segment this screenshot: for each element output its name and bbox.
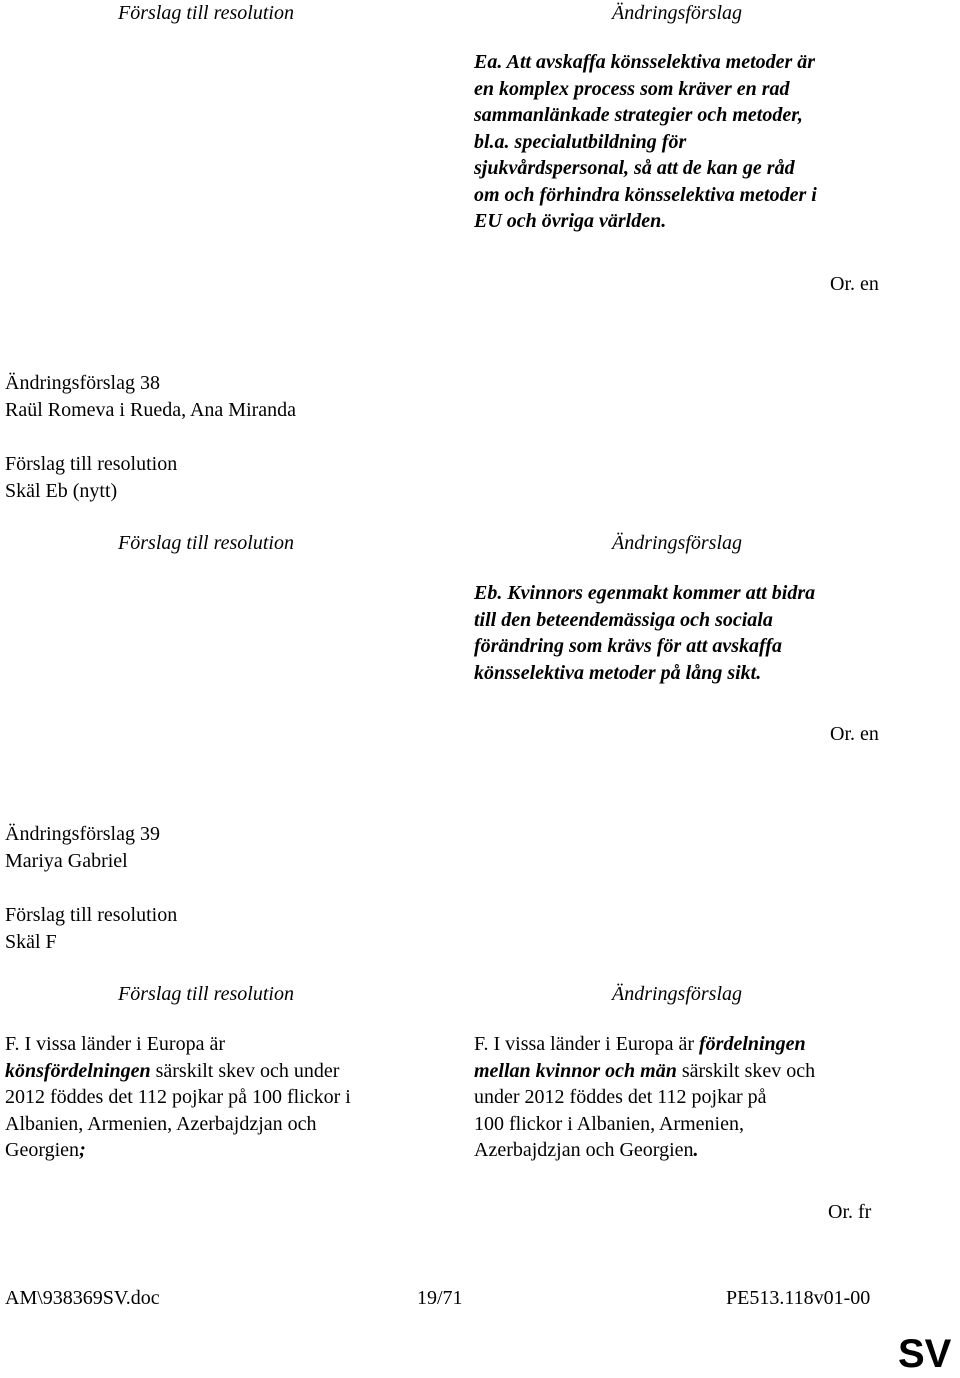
- text-fragment: F. I vissa länder i Europa är: [474, 1033, 699, 1055]
- text-line: [5, 1058, 351, 1085]
- footer-page-number: 19/71: [417, 1287, 463, 1309]
- amendment-recital: Skäl F: [5, 931, 57, 953]
- amendment-section: Förslag till resolution: [5, 453, 178, 475]
- text-line: 2012 föddes det 112 pojkar på 100 flickor i: [5, 1086, 351, 1108]
- text-line: under 2012 föddes det 112 pojkar på: [474, 1086, 767, 1108]
- amendment-text-ea: [474, 49, 817, 235]
- added-text: fördelningen: [699, 1033, 806, 1055]
- text-line: sjukvårdspersonal, så att de kan ge råd: [474, 157, 795, 179]
- footer-pe-ref: PE513.118v01-00: [726, 1287, 871, 1309]
- footer-doc-ref: AM\938369SV.doc: [5, 1287, 160, 1309]
- left-column-header: Förslag till resolution: [118, 2, 294, 24]
- text-line: [5, 1137, 351, 1164]
- text-line: EU och övriga världen.: [474, 210, 667, 232]
- deleted-text: ;: [79, 1139, 86, 1161]
- amended-text-f: [474, 1031, 815, 1164]
- left-column-header: Förslag till resolution: [118, 532, 294, 554]
- amendment-title: Ändringsförslag 39: [5, 823, 160, 845]
- right-column-header: Ändringsförslag: [611, 532, 743, 554]
- text-line: om och förhindra könsselektiva metoder i: [474, 183, 817, 206]
- text-line: förändring som krävs för att avskaffa: [474, 635, 782, 657]
- amendment-authors: Mariya Gabriel: [5, 850, 128, 872]
- language-code: SV: [898, 1332, 952, 1376]
- text-line: [474, 1031, 815, 1058]
- text-line: en komplex process som kräver en rad: [474, 77, 790, 100]
- commission-text-f: [5, 1031, 351, 1164]
- amendment-section: Förslag till resolution: [5, 904, 178, 926]
- text-line: bl.a. specialutbildning för: [474, 130, 687, 153]
- original-language: Or. fr: [828, 1201, 872, 1223]
- text-line: [474, 1058, 815, 1085]
- deleted-text: könsfördelningen: [5, 1059, 151, 1082]
- added-text: .: [693, 1139, 699, 1161]
- original-language: Or. en: [830, 273, 879, 295]
- text-fragment: Georgien: [5, 1139, 80, 1161]
- text-line: Ea. Att avskaffa könsselektiva metoder är: [474, 51, 816, 73]
- text-line: [474, 1137, 815, 1164]
- right-column-header: Ändringsförslag: [611, 983, 743, 1005]
- text-line: F. I vissa länder i Europa är: [5, 1033, 225, 1055]
- left-column-header: Förslag till resolution: [118, 983, 294, 1005]
- added-text: mellan kvinnor och män: [474, 1059, 677, 1082]
- amendment-text-eb: [474, 580, 815, 686]
- text-line: Albanien, Armenien, Azerbajdzjan och: [5, 1112, 317, 1135]
- text-line: 100 flickor i Albanien, Armenien,: [474, 1112, 744, 1135]
- text-fragment: särskilt skev och under: [150, 1059, 340, 1082]
- right-column-header: Ändringsförslag: [611, 2, 743, 24]
- text-fragment: Azerbajdzjan och Georgien: [474, 1139, 694, 1161]
- original-language: Or. en: [830, 723, 879, 745]
- text-line: till den beteendemässiga och sociala: [474, 608, 773, 631]
- amendment-title: Ändringsförslag 38: [5, 372, 160, 394]
- text-fragment: särskilt skev och: [676, 1059, 816, 1082]
- text-line: Eb. Kvinnors egenmakt kommer att bidra: [474, 582, 816, 604]
- amendment-recital: Skäl Eb (nytt): [5, 480, 118, 502]
- amendment-authors: Raül Romeva i Rueda, Ana Miranda: [5, 399, 297, 421]
- text-line: könsselektiva metoder på lång sikt.: [474, 661, 762, 684]
- text-line: sammanlänkade strategier och metoder,: [474, 104, 803, 126]
